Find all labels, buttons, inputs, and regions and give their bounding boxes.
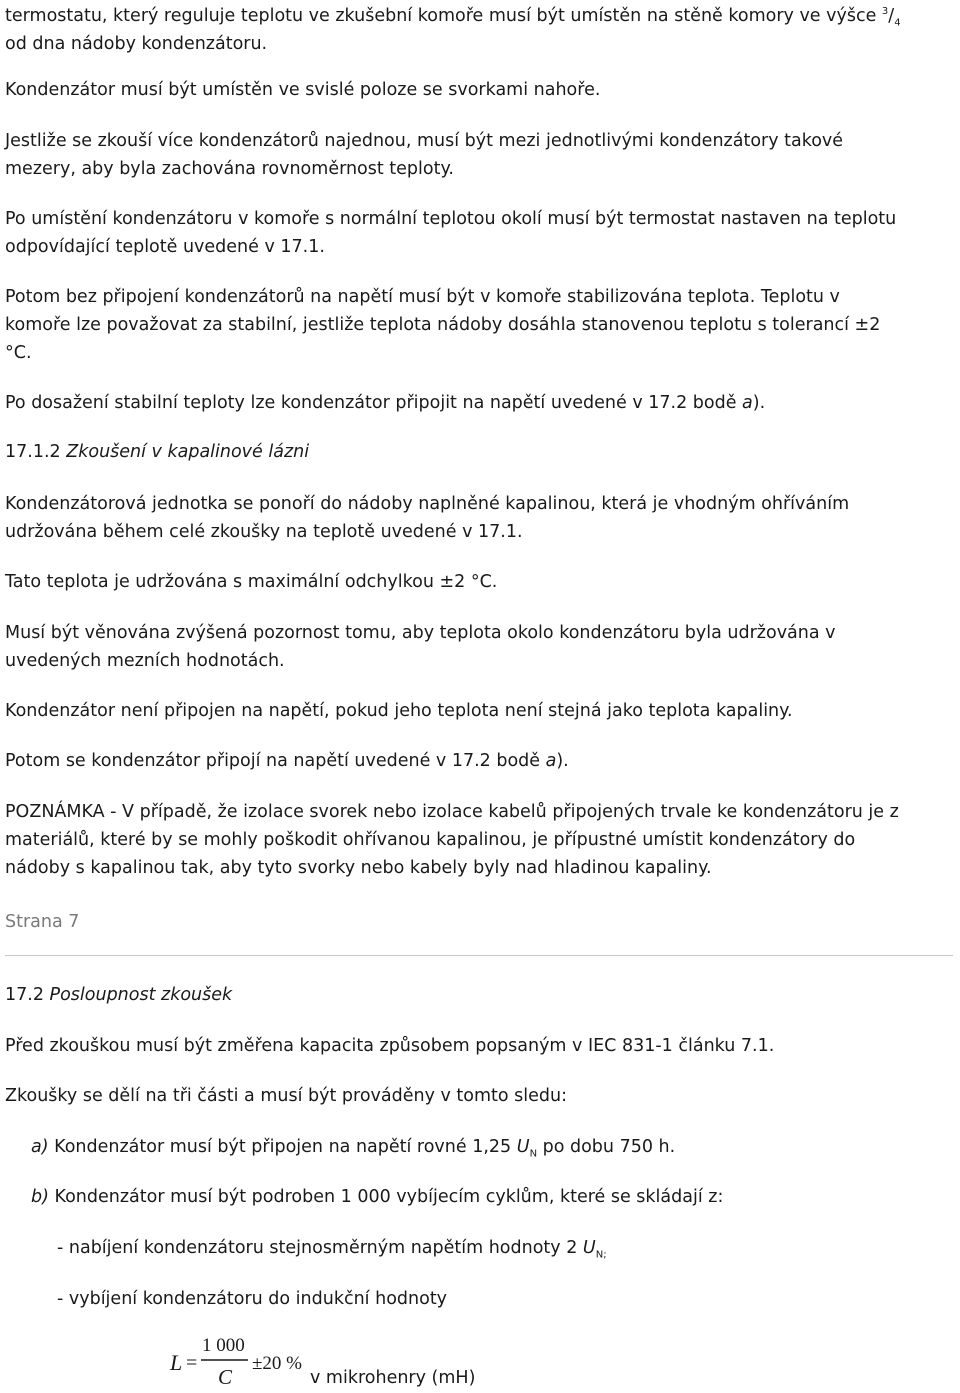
formula-L: L [170,1350,183,1375]
paragraph-line: Jestliže se zkouší více kondenzátorů najednou, musí být mezi jednotlivými kondenzátory takové [5,131,844,151]
paragraph-line: mezery, aby byla zachována rovnoměrnost teploty. [5,159,454,179]
paragraph-line: komoře lze považovat za stabilní, jestliže teplota nádoby dosáhla stanovenou teplotu s tolerancí ±2 [5,315,881,335]
formula-equals: = [186,1352,198,1374]
paragraph-line: uvedených mezních hodnotách. [5,651,285,671]
section-heading: 17.1.2 Zkoušení v kapalinové lázni [5,442,310,462]
paragraph-line: Potom bez připojení kondenzátorů na napětí musí být v komoře stabilizována teplota. Teplotu v [5,287,840,307]
paragraph-line: odpovídající teplotě uvedené v 17.1. [5,237,325,257]
formula-numerator: 1 000 [202,1335,245,1356]
page-number-label: Strana 7 [5,912,80,932]
formula-denominator: C [218,1365,233,1389]
paragraph-line: termostatu, který reguluje teplotu ve zkušební komoře musí být umístěn na stěně komory ve výšce $^3/_4$ [5,6,901,29]
paragraph-line: Kondenzátor musí být umístěn ve svislé poloze se svorkami nahoře. [5,80,601,100]
note-line: materiálů, které by se mohly poškodit ohřívanou kapalinou, je přípustné umístit kondenzátory do [5,830,856,850]
paragraph-line: °C. [5,343,32,363]
fraction-denominator: 4 [894,17,901,29]
note-line: nádoby s kapalinou tak, aby tyto svorky nebo kabely byly nad hladinou kapaliny. [5,858,712,878]
dash-item: - nabíjení kondenzátoru stejnosměrným napětím hodnoty 2 $U_{N;}$ [57,1238,607,1261]
section-heading: 17.2 Posloupnost zkoušek [5,985,233,1005]
paragraph-line: Zkoušky se dělí na tři části a musí být prováděny v tomto sledu: [5,1086,568,1106]
paragraph-line: Musí být věnována zvýšená pozornost tomu, aby teplota okolo kondenzátoru byla udržována v [5,623,836,643]
list-item-a: a) Kondenzátor musí být připojen na napětí rovné 1,25 $U_N$ po dobu 750 h. [31,1137,676,1160]
page-divider [5,955,953,956]
paragraph-line: udržována během celé zkoušky na teplotě uvedené v 17.1. [5,522,523,542]
note-line: POZNÁMKA - V případě, že izolace svorek nebo izolace kabelů připojených trvale ke kondenzátoru je z [5,802,899,822]
paragraph-line: Potom se kondenzátor připojí na napětí uvedené v 17.2 bodě a). [5,751,569,771]
paragraph-line: od dna nádoby kondenzátoru. [5,34,268,54]
paragraph-line: Před zkouškou musí být změřena kapacita způsobem popsaným v IEC 831-1 článku 7.1. [5,1036,775,1056]
list-marker: a) [31,1137,49,1157]
inductance-formula [168,1334,318,1390]
list-marker: b) [31,1187,49,1207]
paragraph-line: Po dosažení stabilní teploty lze kondenzátor připojit na napětí uvedené v 17.2 bodě a). [5,393,766,413]
paragraph-line: Po umístění kondenzátoru v komoře s normální teplotou okolí musí být termostat nastaven na teplotu [5,209,897,229]
dash-item: - vybíjení kondenzátoru do indukční hodnoty [57,1289,448,1309]
fraction-numerator: 3 [881,6,889,18]
paragraph-line: Kondenzátor není připojen na napětí, pokud jeho teplota není stejná jako teplota kapaliny. [5,701,793,721]
list-item-b: b) Kondenzátor musí být podroben 1 000 vybíjecím cyklům, které se skládají z: [31,1187,724,1207]
formula-tolerance: ±20 % [252,1353,303,1374]
paragraph-line: Kondenzátorová jednotka se ponoří do nádoby naplněné kapalinou, která je vhodným ohříváním [5,494,850,514]
formula-unit: v mikrohenry (mH) [310,1368,476,1388]
paragraph-line: Tato teplota je udržována s maximální odchylkou ±2 °C. [5,572,498,592]
